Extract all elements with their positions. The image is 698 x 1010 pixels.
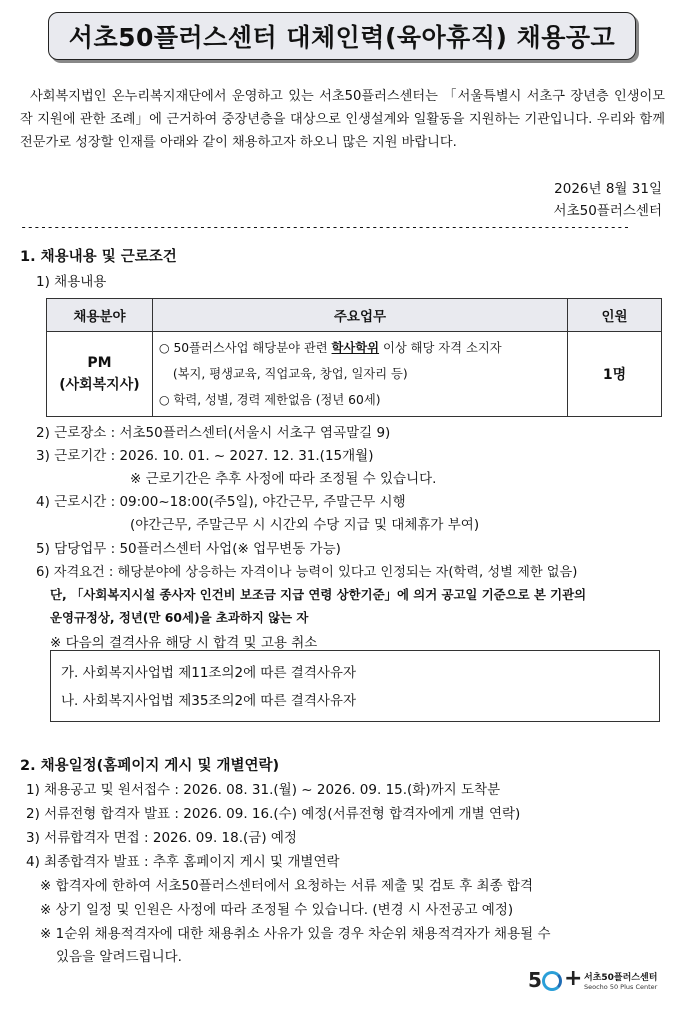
work-duty: 5) 담당업무 : 50플러스센터 사업(※ 업무변동 가능) [36,541,341,557]
field-title: PM [87,355,112,371]
schedule-1: 1) 채용공고 및 원서접수 : 2026. 08. 31.(월) ~ 2026. 09. 15.(화)까지 도착분 [26,782,501,798]
section2-heading: 2. 채용일정(홈페이지 게시 및 개별연락) [20,758,280,774]
work-hours-note: (야간근무, 주말근무 시 시간외 수당 지급 및 대체휴가 부여) [130,517,480,533]
logo-korean-name: 서초50플러스센터 [584,973,658,983]
schedule-note-2: ※ 상기 일정 및 인원은 사정에 따라 조정될 수 있습니다. (변경 시 사전공고 예정) [40,902,514,918]
work-place: 2) 근로장소 : 서초50플러스센터(서울시 서초구 염곡말길 9) [36,425,391,441]
schedule-2: 2) 서류전형 합격자 발표 : 2026. 09. 16.(수) 예정(서류전형 합격자에게 개별 연락) [26,806,521,822]
notice-org: 서초50플러스센터 [553,203,662,219]
disqualification-box [50,650,660,722]
intro-paragraph: 사회복지법인 온누리복지재단에서 운영하고 있는 서초50플러스센터는 「서울특별시 서초구 장년층 인생이모작 지원에 관한 조례」에 근거하여 중장년층을 대상으로 인생설계와 일활동을 지원하는 기관입니다. 우리와 함께 전문가로 성장할 인재를 아래와 같이 채용하고자 하오니 많은 지원 바랍니다. [20,89,665,150]
logo-plus: + [564,966,583,991]
duty1-bold: 학사학위 [331,341,380,355]
header-duty: 주요업무 [152,299,567,332]
disqualification-note: ※ 다음의 결격사유 해당 시 합격 및 고용 취소 [50,635,318,651]
cell-count: 1명 [568,332,662,417]
divider: -------------------------------------------------------------------------------------------- [20,220,630,234]
schedule-note-3-cont: 있음을 알려드립니다. [56,949,182,965]
notice-title: 서초50플러스센터 대체인력(육아휴직) 채용공고 [48,12,636,60]
header-field: 채용분야 [47,299,153,332]
notice-date: 2026년 8월 31일 [554,181,662,197]
schedule-4: 4) 최종합격자 발표 : 추후 홈페이지 게시 및 개별연락 [26,854,340,870]
duty1-post: 이상 해당 자격 소지자 [379,341,502,355]
duty-line-1 [159,335,561,361]
recruit-table [46,298,662,417]
qualification: 6) 자격요건 : 해당분야에 상응하는 자격이나 능력이 있다고 인정되는 자(학력, 성별 제한 없음) [36,565,578,580]
cell-field [47,332,153,417]
schedule-3: 3) 서류합격자 면접 : 2026. 09. 18.(금) 예정 [26,830,297,846]
qualification-condition-1: 단, 「사회복지시설 종사자 인건비 보조금 지급 연령 상한기준」에 의거 공고일 기준으로 본 기관의 [50,587,587,602]
field-subtitle: (사회복지사) [59,377,140,393]
disqualification-2: 나. 사회복지사업법 제35조의2에 따른 결격사유자 [61,693,357,709]
schedule-note-3: ※ 1순위 채용적격자에 대한 채용취소 사유가 있을 경우 차순위 채용적격자가 채용될 수 [40,926,551,942]
work-period-note: ※ 근로기간은 추후 사정에 따라 조정될 수 있습니다. [130,471,437,487]
duty-line-2: ○ 학력, 성별, 경력 제한없음 (정년 60세) [158,393,381,407]
sub-heading-recruit: 1) 채용내용 [36,274,107,290]
section1-heading: 1. 채용내용 및 근로조건 [20,249,177,265]
work-hours: 4) 근로시간 : 09:00~18:00(주5일), 야간근무, 주말근무 시행 [36,494,406,510]
header-count: 인원 [568,299,662,332]
qualification-condition-2: 운영규정상, 정년(만 60세)을 초과하지 않는 자 [50,610,309,625]
cell-duty [152,332,567,417]
logo-english-name: Seocho 50 Plus Center [584,983,658,991]
work-period: 3) 근로기간 : 2026. 10. 01. ~ 2027. 12. 31.(15개월) [36,448,374,464]
logo-ring-icon [542,971,562,991]
schedule-note-1: ※ 합격자에 한하여 서초50플러스센터에서 요청하는 서류 제출 및 검토 후 최종 합격 [40,878,534,894]
center-logo [528,968,658,994]
duty-line-1-cont: (복지, 평생교육, 직업교육, 창업, 일자리 등) [172,367,408,381]
disqualification-1: 가. 사회복지사업법 제11조의2에 따른 결격사유자 [61,665,357,681]
duty1-pre: ○ 50플러스사업 해당분야 관련 [158,341,332,355]
logo-five: 5 [528,968,542,992]
